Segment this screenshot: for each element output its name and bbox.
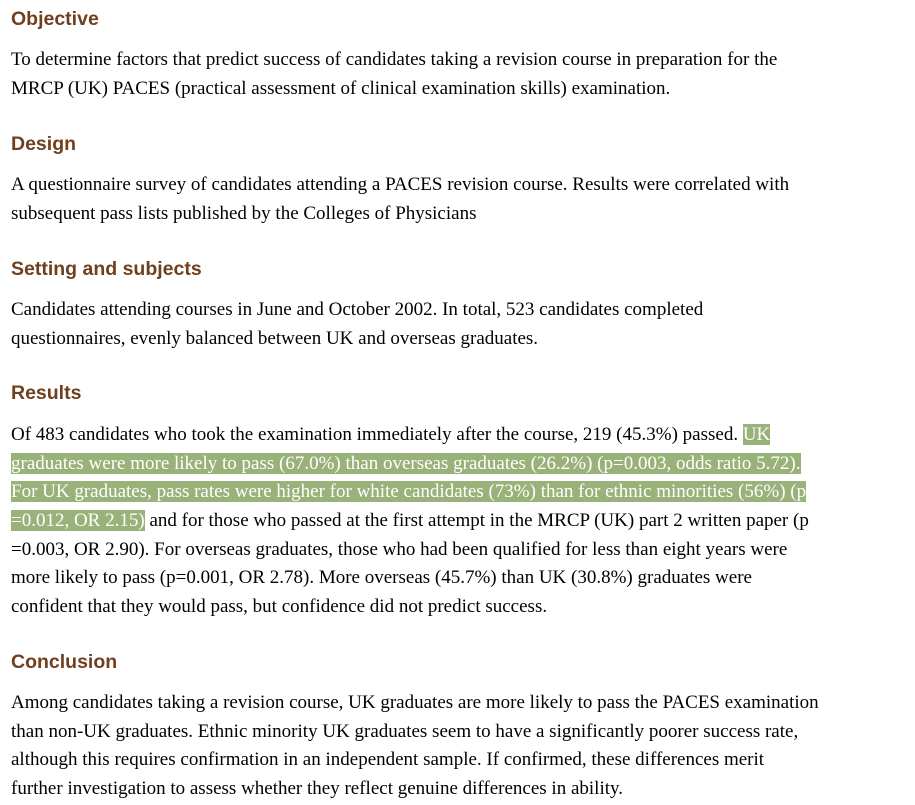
text-run: Candidates attending courses in June and October 2002. In total, 523 candidates completed [11, 299, 704, 320]
text-run: To determine factors that predict success of candidates taking a revision course in preparation for the [11, 49, 778, 70]
body-setting-and-subjects [11, 296, 911, 353]
text-line [11, 296, 911, 325]
body-results [11, 421, 911, 622]
text-run: than non-UK graduates. Ethnic minority UK graduates seem to have a significantly poorer success rate, [11, 720, 799, 742]
highlighted-text: For UK graduates, pass rates were higher for white candidates (73%) than for ethnic minorities (56%) (p [11, 481, 807, 503]
heading-setting-and-subjects: Setting and subjects [11, 258, 202, 280]
text-line [11, 689, 911, 718]
body-conclusion [11, 689, 911, 804]
text-run: although this requires confirmation in an independent sample. If confirmed, these differences merit [11, 749, 765, 771]
highlighted-text: =0.012, OR 2.15) [11, 510, 145, 532]
text-line [11, 325, 911, 354]
text-line [11, 775, 911, 804]
text-line [11, 507, 911, 536]
text-run: Of 483 candidates who took the examination immediately after the course, 219 (45.3%) passed. [11, 424, 743, 445]
text-run: =0.003, OR 2.90). For overseas graduates, those who had been qualified for less than eight years were [11, 538, 788, 560]
highlighted-text: graduates were more likely to pass (67.0%) than overseas graduates (26.2%) (p=0.003, odds ratio 5.72). [11, 452, 801, 474]
text-run: and for those who passed at the first attempt in the MRCP (UK) part 2 written paper (p [144, 510, 809, 532]
text-run: A questionnaire survey of candidates attending a PACES revision course. Results were correlated with [11, 174, 790, 195]
text-line [11, 564, 911, 593]
heading-objective: Objective [11, 8, 99, 30]
text-run: more likely to pass (p=0.001, OR 2.78). More overseas (45.7%) than UK (30.8%) graduates were [11, 567, 752, 589]
text-line [11, 746, 911, 775]
text-run: subsequent pass lists published by the Colleges of Physicians [11, 202, 477, 224]
text-line [11, 171, 911, 200]
text-line [11, 46, 911, 75]
text-run: confident that they would pass, but confidence did not predict success. [11, 596, 548, 618]
body-design [11, 171, 911, 228]
text-line [11, 75, 911, 104]
heading-conclusion: Conclusion [11, 651, 118, 673]
text-line [11, 200, 911, 229]
text-run: Among candidates taking a revision course, UK graduates are more likely to pass the PACES examination [11, 692, 819, 713]
heading-results: Results [11, 382, 82, 404]
text-line [11, 450, 911, 479]
text-line [11, 718, 911, 747]
text-line [11, 536, 911, 565]
text-line [11, 478, 911, 507]
text-line [11, 421, 911, 450]
highlighted-text: UK [742, 424, 771, 445]
text-run: MRCP (UK) PACES (practical assessment of clinical examination skills) examination. [11, 77, 671, 99]
text-run: further investigation to assess whether they reflect genuine differences in ability. [11, 778, 624, 800]
heading-design: Design [11, 133, 77, 155]
text-run: questionnaires, evenly balanced between UK and overseas graduates. [11, 327, 539, 349]
body-objective [11, 46, 911, 103]
text-line [11, 593, 911, 622]
